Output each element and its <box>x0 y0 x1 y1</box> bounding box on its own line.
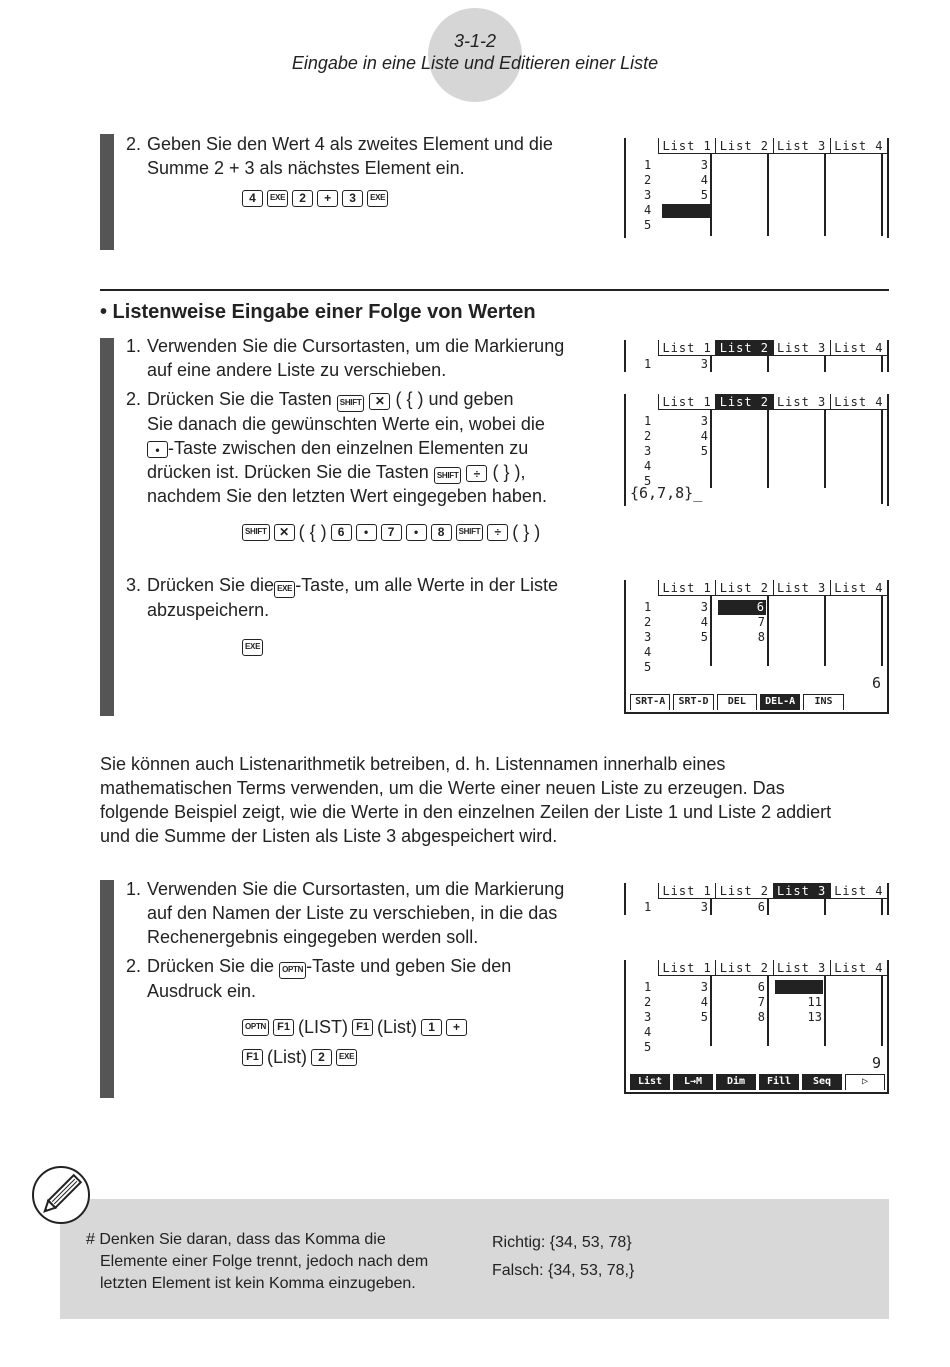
key-4: 4 <box>242 190 263 207</box>
key-7: 7 <box>381 524 402 541</box>
section-bar <box>100 134 114 250</box>
key-sequence-2: SHIFT ✕ ( { ) 6 • 7 • 8 SHIFT ÷ ( } ) <box>242 521 540 543</box>
calc-screen-3: List 1 List 2 List 3 List 4 1 2 3 4 5 3 4 5 {6,7,8}_ <box>624 394 889 506</box>
key-shift: SHIFT <box>242 524 270 541</box>
calc-screen-1: List 1 List 2 List 3 List 4 1 2 3 4 5 3 4 5 <box>624 138 889 238</box>
body-paragraph: Sie können auch Listenarithmetik betreiben, d. h. Listennamen innerhalb eines mathematischen Terms verwenden, um die Werte einer neuen Liste zu erzeugen. Das folgende Beispiel zeigt, wie die Werte in den einzelnen Zeilen der Liste 1 und Liste 2 addiert und die Summe der Listen als Liste 3 abgespeichert wird. <box>100 754 832 846</box>
key-3: 3 <box>342 190 363 207</box>
key-comma: • <box>356 524 377 541</box>
key-6: 6 <box>331 524 352 541</box>
key-exe: EXE <box>242 639 263 656</box>
cursor-cell <box>775 980 823 994</box>
key-exe: EXE <box>267 190 288 207</box>
key-times: ✕ <box>274 524 295 541</box>
key-sequence-1 <box>242 187 388 209</box>
key-divide: ÷ <box>466 465 487 482</box>
key-plus: + <box>446 1019 467 1036</box>
key-optn: OPTN <box>279 962 306 979</box>
key-plus: + <box>317 190 338 207</box>
key-times: ✕ <box>369 393 390 410</box>
key-exe: EXE <box>336 1049 357 1066</box>
key-8: 8 <box>431 524 452 541</box>
key-shift: SHIFT <box>456 524 484 541</box>
pencil-note-icon <box>30 1164 92 1226</box>
cursor-cell <box>662 204 710 218</box>
calc-screen-2: List 1 List 2 List 3 List 4 1 3 <box>624 340 889 372</box>
key-sequence-5: F1 (List) 2 EXE <box>242 1046 357 1068</box>
calc-screen-5: List 1 List 2 List 3 List 4 1 3 6 <box>624 883 889 915</box>
calc-screen-4: List 1 List 2 List 3 List 4 1 2 3 4 5 3 4 5 6 7 8 6 SRT-A SRT-D DEL DEL-A INS <box>624 580 889 714</box>
key-sequence-4: OPTN F1 (LIST) F1 (List) 1 + <box>242 1016 467 1038</box>
key-1: 1 <box>421 1019 442 1036</box>
list-header: List 1 List 2 List 3 List 4 <box>658 138 887 154</box>
key-2: 2 <box>292 190 313 207</box>
key-shift: SHIFT <box>434 467 462 484</box>
function-key-bar: List L→M Dim Fill Seq ▷ <box>630 1074 885 1090</box>
input-line: {6,7,8}_ <box>630 484 703 502</box>
key-exe: EXE <box>274 581 295 598</box>
key-sequence-3 <box>242 636 263 658</box>
key-optn: OPTN <box>242 1019 269 1036</box>
key-shift: SHIFT <box>337 395 365 412</box>
key-f1: F1 <box>352 1019 373 1036</box>
page-title: Eingabe in eine Liste und Editieren einer Liste <box>291 53 659 73</box>
function-key-bar: SRT-A SRT-D DEL DEL-A INS <box>630 694 885 710</box>
key-2: 2 <box>311 1049 332 1066</box>
key-divide: ÷ <box>487 524 508 541</box>
section-bar <box>100 880 114 1098</box>
section-bar <box>100 338 114 716</box>
section-heading: • Listenweise Eingabe einer Folge von Werten <box>100 301 536 323</box>
divider <box>100 289 889 291</box>
key-f1: F1 <box>273 1019 294 1036</box>
key-comma: • <box>406 524 427 541</box>
key-f1: F1 <box>242 1049 263 1066</box>
note-text: # Denken Sie daran, dass das Komma die Elemente einer Folge trennt, jedoch nach dem letzten Element ist kein Komma einzugeben. <box>86 1231 429 1292</box>
calc-screen-6: List 1 List 2 List 3 List 4 1 2 3 4 5 3 4 5 6 7 8 11 13 9 List L→M Dim Fill Seq ▷ <box>624 960 889 1094</box>
key-exe: EXE <box>367 190 388 207</box>
note-examples: Richtig: {34, 53, 78} Falsch: {34, 53, 78,} <box>492 1234 635 1279</box>
key-comma: • <box>147 441 168 458</box>
page-number: 3-1-2 <box>453 31 497 51</box>
